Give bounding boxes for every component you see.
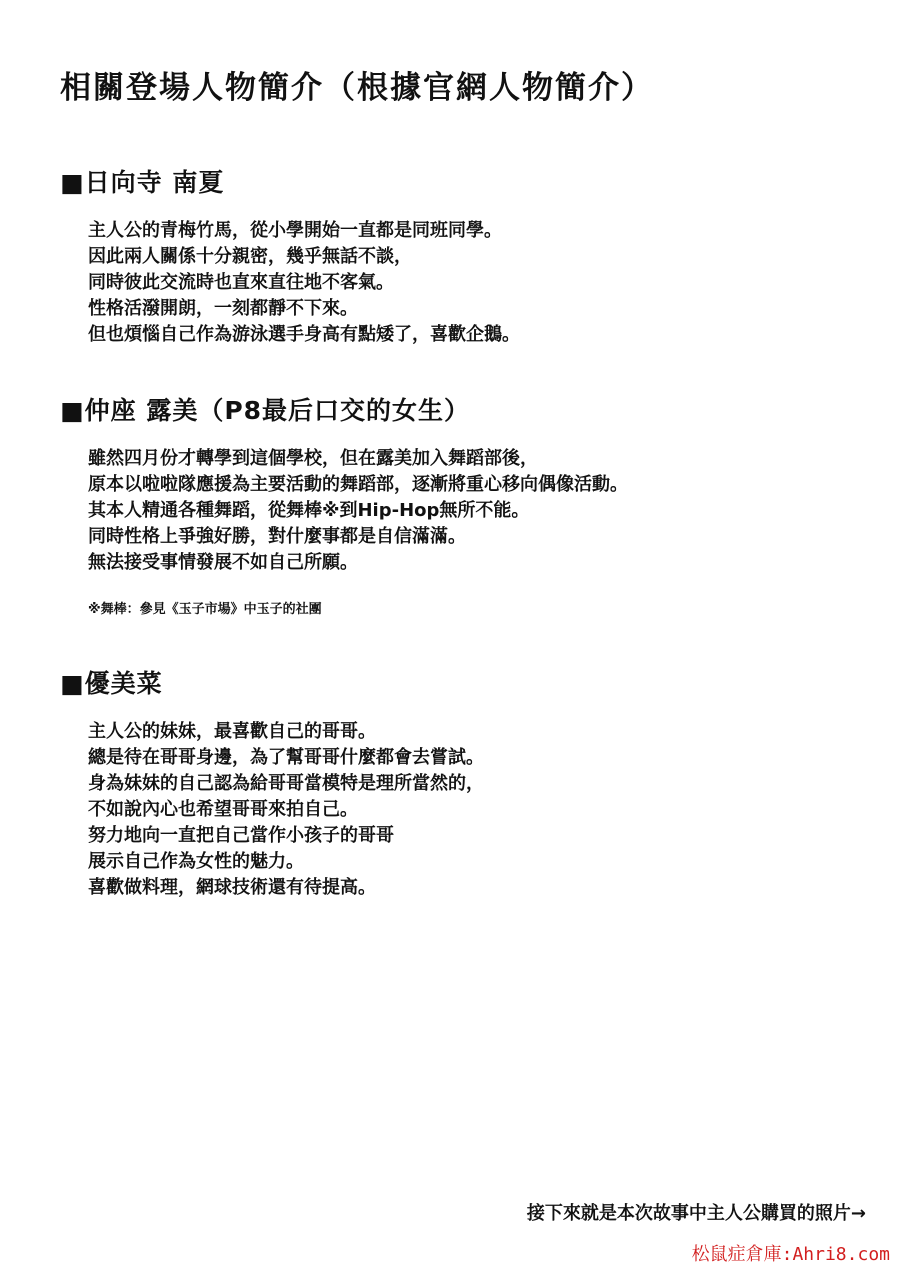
description-line: 不如說內心也希望哥哥來拍自己。 bbox=[88, 799, 358, 820]
description-line: 身為妹妹的自己認為給哥哥當模特是理所當然的， bbox=[88, 773, 484, 794]
description-line: 雖然四月份才轉學到這個學校，但在露美加入舞蹈部後， bbox=[88, 448, 538, 469]
character-section-hyuganji-nanka bbox=[60, 166, 860, 348]
character-heading: ■日向寺 南夏 bbox=[60, 168, 225, 197]
description-line: 總是待在哥哥身邊，為了幫哥哥什麼都會去嘗試。 bbox=[88, 747, 484, 768]
description-line: 性格活潑開朗，一刻都靜不下來。 bbox=[88, 298, 358, 319]
character-description bbox=[88, 446, 860, 576]
character-section-yumina bbox=[60, 667, 860, 901]
character-description bbox=[88, 218, 860, 348]
description-line: 但也煩惱自己作為游泳選手身高有點矮了，喜歡企鵝。 bbox=[88, 324, 520, 345]
footnote: ※舞棒：參見《玉子市場》中玉子的社團 bbox=[88, 602, 322, 617]
description-line: 展示自己作為女性的魅力。 bbox=[88, 851, 304, 872]
character-heading: ■仲座 露美（P8最后口交的女生） bbox=[60, 396, 471, 425]
character-description bbox=[88, 719, 860, 901]
description-line: 因此兩人關係十分親密，幾乎無話不談， bbox=[88, 246, 412, 267]
description-line: 喜歡做料理，網球技術還有待提高。 bbox=[88, 877, 376, 898]
description-line: 主人公的妹妹，最喜歡自己的哥哥。 bbox=[88, 721, 376, 742]
description-line: 同時性格上爭強好勝，對什麼事都是自信滿滿。 bbox=[88, 526, 466, 547]
character-heading: ■優美菜 bbox=[60, 669, 163, 698]
next-page-note: 接下來就是本次故事中主人公購買的照片→ bbox=[526, 1203, 866, 1224]
description-line: 原本以啦啦隊應援為主要活動的舞蹈部，逐漸將重心移向偶像活動。 bbox=[88, 474, 628, 495]
description-line: 無法接受事情發展不如自己所願。 bbox=[88, 552, 358, 573]
description-line: 主人公的青梅竹馬，從小學開始一直都是同班同學。 bbox=[88, 220, 502, 241]
description-line: 其本人精通各種舞蹈，從舞棒※到Hip-Hop無所不能。 bbox=[88, 500, 530, 521]
site-watermark: 松鼠症倉庫:Ahri8.com bbox=[691, 1244, 890, 1265]
character-section-nakaza-rumi bbox=[60, 394, 860, 617]
description-line: 努力地向一直把自己當作小孩子的哥哥 bbox=[88, 825, 394, 846]
page-title: 相關登場人物簡介（根據官網人物簡介） bbox=[60, 70, 654, 106]
description-line: 同時彼此交流時也直來直往地不客氣。 bbox=[88, 272, 394, 293]
